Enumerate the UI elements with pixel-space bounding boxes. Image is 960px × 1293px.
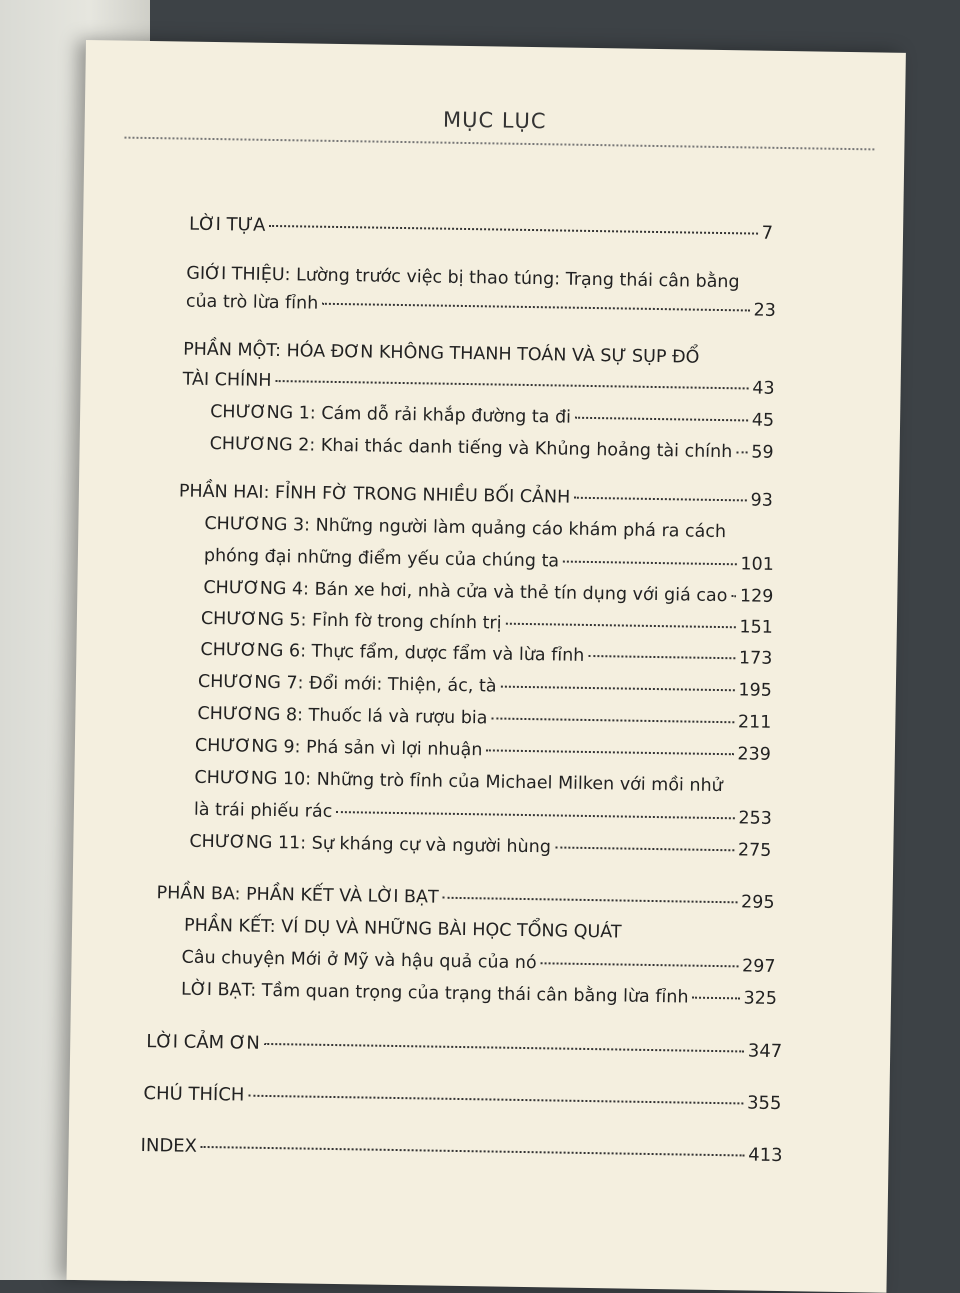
toc-entry-chuong-6[interactable] xyxy=(200,640,772,669)
toc-entry-chuong-1[interactable] xyxy=(210,402,774,431)
leader-dots xyxy=(248,1095,743,1105)
toc-entry-title: CHƯƠNG 7: Đổi mới: Thiện, ác, tà xyxy=(197,671,497,697)
leader-dots xyxy=(574,497,746,502)
page-title: MỤC LỤC xyxy=(442,107,547,134)
toc-entry-chuong-8[interactable] xyxy=(197,704,771,733)
toc-entry-loi-cam-on[interactable] xyxy=(146,1031,782,1062)
toc-entry-title: TÀI CHÍNH xyxy=(182,369,272,391)
leader-dots xyxy=(692,997,739,1000)
toc-entry-title: LỜI BẠT: Tầm quan trọng của trạng thái cân bằng lừa fỉnh xyxy=(180,979,689,1008)
toc-entry-page: 101 xyxy=(740,554,774,575)
leader-dots xyxy=(588,655,735,659)
leader-dots xyxy=(443,897,737,904)
toc-entry-page: 43 xyxy=(752,378,775,399)
toc-entry-page: 195 xyxy=(738,680,773,701)
toc-entry-title: Câu chuyện Mới ở Mỹ và hậu quả của nó xyxy=(181,947,537,974)
toc-entry-chuong-10[interactable] xyxy=(194,800,772,829)
toc-entry-page: 239 xyxy=(737,744,772,765)
toc-entry-chuong-11[interactable] xyxy=(189,832,771,861)
toc-entry-page: 275 xyxy=(737,840,772,861)
toc-entry-page: 7 xyxy=(761,222,774,244)
toc-entry-page: 211 xyxy=(737,712,772,733)
toc-entry-phan-hai[interactable] xyxy=(179,482,773,511)
toc-entry-page: 325 xyxy=(743,988,778,1009)
toc-entry-title: CHƯƠNG 6: Thực fẩm, dược fẩm và lừa fỉnh xyxy=(200,639,585,666)
toc-entry-phan-ket-line1[interactable]: PHẦN KẾT: VÍ DỤ VÀ NHỮNG BÀI HỌC TỔNG QUÁT xyxy=(183,915,622,943)
toc-entry-gioi-thieu[interactable] xyxy=(186,292,776,321)
toc-entry-page: 23 xyxy=(753,300,776,321)
toc-entry-title: CHƯƠNG 1: Cám dỗ rải khắp đường ta đi xyxy=(210,401,572,428)
toc-entry-title: phóng đại những điểm yếu của chúng ta xyxy=(203,545,560,572)
leader-dots xyxy=(486,749,733,755)
toc-entry-page: 59 xyxy=(751,442,774,463)
leader-dots xyxy=(269,225,757,235)
toc-entry-page: 93 xyxy=(750,490,774,511)
toc-entry-page: 297 xyxy=(741,956,776,977)
toc-entry-page: 173 xyxy=(738,648,773,669)
toc-entry-title: của trò lừa fỉnh xyxy=(185,291,319,314)
toc-entry-phan-ba[interactable] xyxy=(156,883,774,913)
leader-dots xyxy=(501,686,735,692)
toc-entry-title: CHÚ THÍCH xyxy=(143,1083,245,1106)
toc-entry-phan-mot-line1[interactable]: PHẦN MỘT: HÓA ĐƠN KHÔNG THANH TOÁN VÀ SỰ SỤP ĐỔ xyxy=(182,339,700,368)
toc-entry-title: là trái phiếu rác xyxy=(193,799,333,822)
leader-dots xyxy=(563,561,736,566)
toc-entry-title: CHƯƠNG 2: Khai thác danh tiếng và Khủng hoảng tài chính xyxy=(209,433,733,463)
toc-entry-chuong-4[interactable] xyxy=(203,578,773,607)
toc-entry-phan-ket[interactable] xyxy=(181,948,775,977)
leader-dots xyxy=(541,962,739,967)
toc-entry-page: 45 xyxy=(751,410,775,431)
leader-dots xyxy=(275,380,748,389)
toc-entry-index[interactable] xyxy=(140,1135,782,1166)
book-page xyxy=(67,40,906,1293)
toc-entry-page: 129 xyxy=(739,586,774,607)
leader-dots xyxy=(736,451,747,453)
toc-entry-page: 151 xyxy=(739,617,774,638)
toc-entry-title: PHẦN HAI: FỈNH FỜ TRONG NHIỀU BỐI CẢNH xyxy=(178,481,571,508)
toc-entry-chuong-7[interactable] xyxy=(198,672,772,701)
toc-entry-chu-thich[interactable] xyxy=(143,1083,781,1114)
toc-entry-page: 355 xyxy=(746,1092,782,1115)
toc-entry-title: CHƯƠNG 8: Thuốc lá và rượu bia xyxy=(197,703,488,729)
toc-entry-title: CHƯƠNG 5: Fỉnh fờ trong chính trị xyxy=(200,608,502,634)
leader-dots xyxy=(322,303,749,312)
leader-dots xyxy=(555,846,734,851)
leader-dots xyxy=(264,1043,744,1053)
toc-entry-chuong-3-line1[interactable]: CHƯƠNG 3: Những người làm quảng cáo khám phá ra cách xyxy=(204,513,727,543)
toc-entry-phan-mot[interactable] xyxy=(183,370,775,399)
leader-dots xyxy=(575,417,748,422)
table-of-contents xyxy=(67,40,906,1293)
toc-entry-chuong-5[interactable] xyxy=(201,609,773,638)
leader-dots xyxy=(491,717,734,723)
toc-entry-chuong-9[interactable] xyxy=(195,736,771,765)
toc-entry-chuong-10-line1[interactable]: CHƯƠNG 10: Những trò fỉnh của Michael Milken với mồi nhử xyxy=(194,767,723,797)
toc-entry-title: LỜI TỰA xyxy=(188,213,266,236)
toc-entry-title: LỜI CẢM ƠN xyxy=(146,1031,260,1054)
leader-dots xyxy=(336,811,734,819)
toc-entry-chuong-3[interactable] xyxy=(204,546,774,575)
toc-entry-title: CHƯƠNG 11: Sự kháng cự và người hùng xyxy=(189,831,552,858)
leader-dots xyxy=(506,623,736,629)
toc-entry-chuong-2[interactable] xyxy=(210,434,774,463)
leader-dots xyxy=(731,595,736,597)
toc-entry-page: 413 xyxy=(748,1144,783,1167)
toc-entry-title: CHƯƠNG 4: Bán xe hơi, nhà cửa và thẻ tín dụng với giá cao xyxy=(203,577,728,607)
toc-entry-page: 347 xyxy=(747,1040,783,1063)
toc-entry-loi-tua[interactable] xyxy=(189,214,773,244)
leader-dots xyxy=(201,1146,744,1157)
toc-entry-title: PHẦN BA: PHẦN KẾT VÀ LỜI BẠT xyxy=(156,883,439,908)
toc-entry-title: INDEX xyxy=(140,1134,198,1157)
toc-entry-title: CHƯƠNG 9: Phá sản vì lợi nhuận xyxy=(194,735,483,761)
toc-entry-page: 295 xyxy=(740,892,775,913)
toc-entry-loi-bat[interactable] xyxy=(181,980,777,1009)
toc-entry-page: 253 xyxy=(738,808,773,829)
toc-entry-gioi-thieu-line1[interactable]: GIỚI THIỆU: Lường trước việc bị thao túng: Trạng thái cân bằng xyxy=(186,263,740,293)
